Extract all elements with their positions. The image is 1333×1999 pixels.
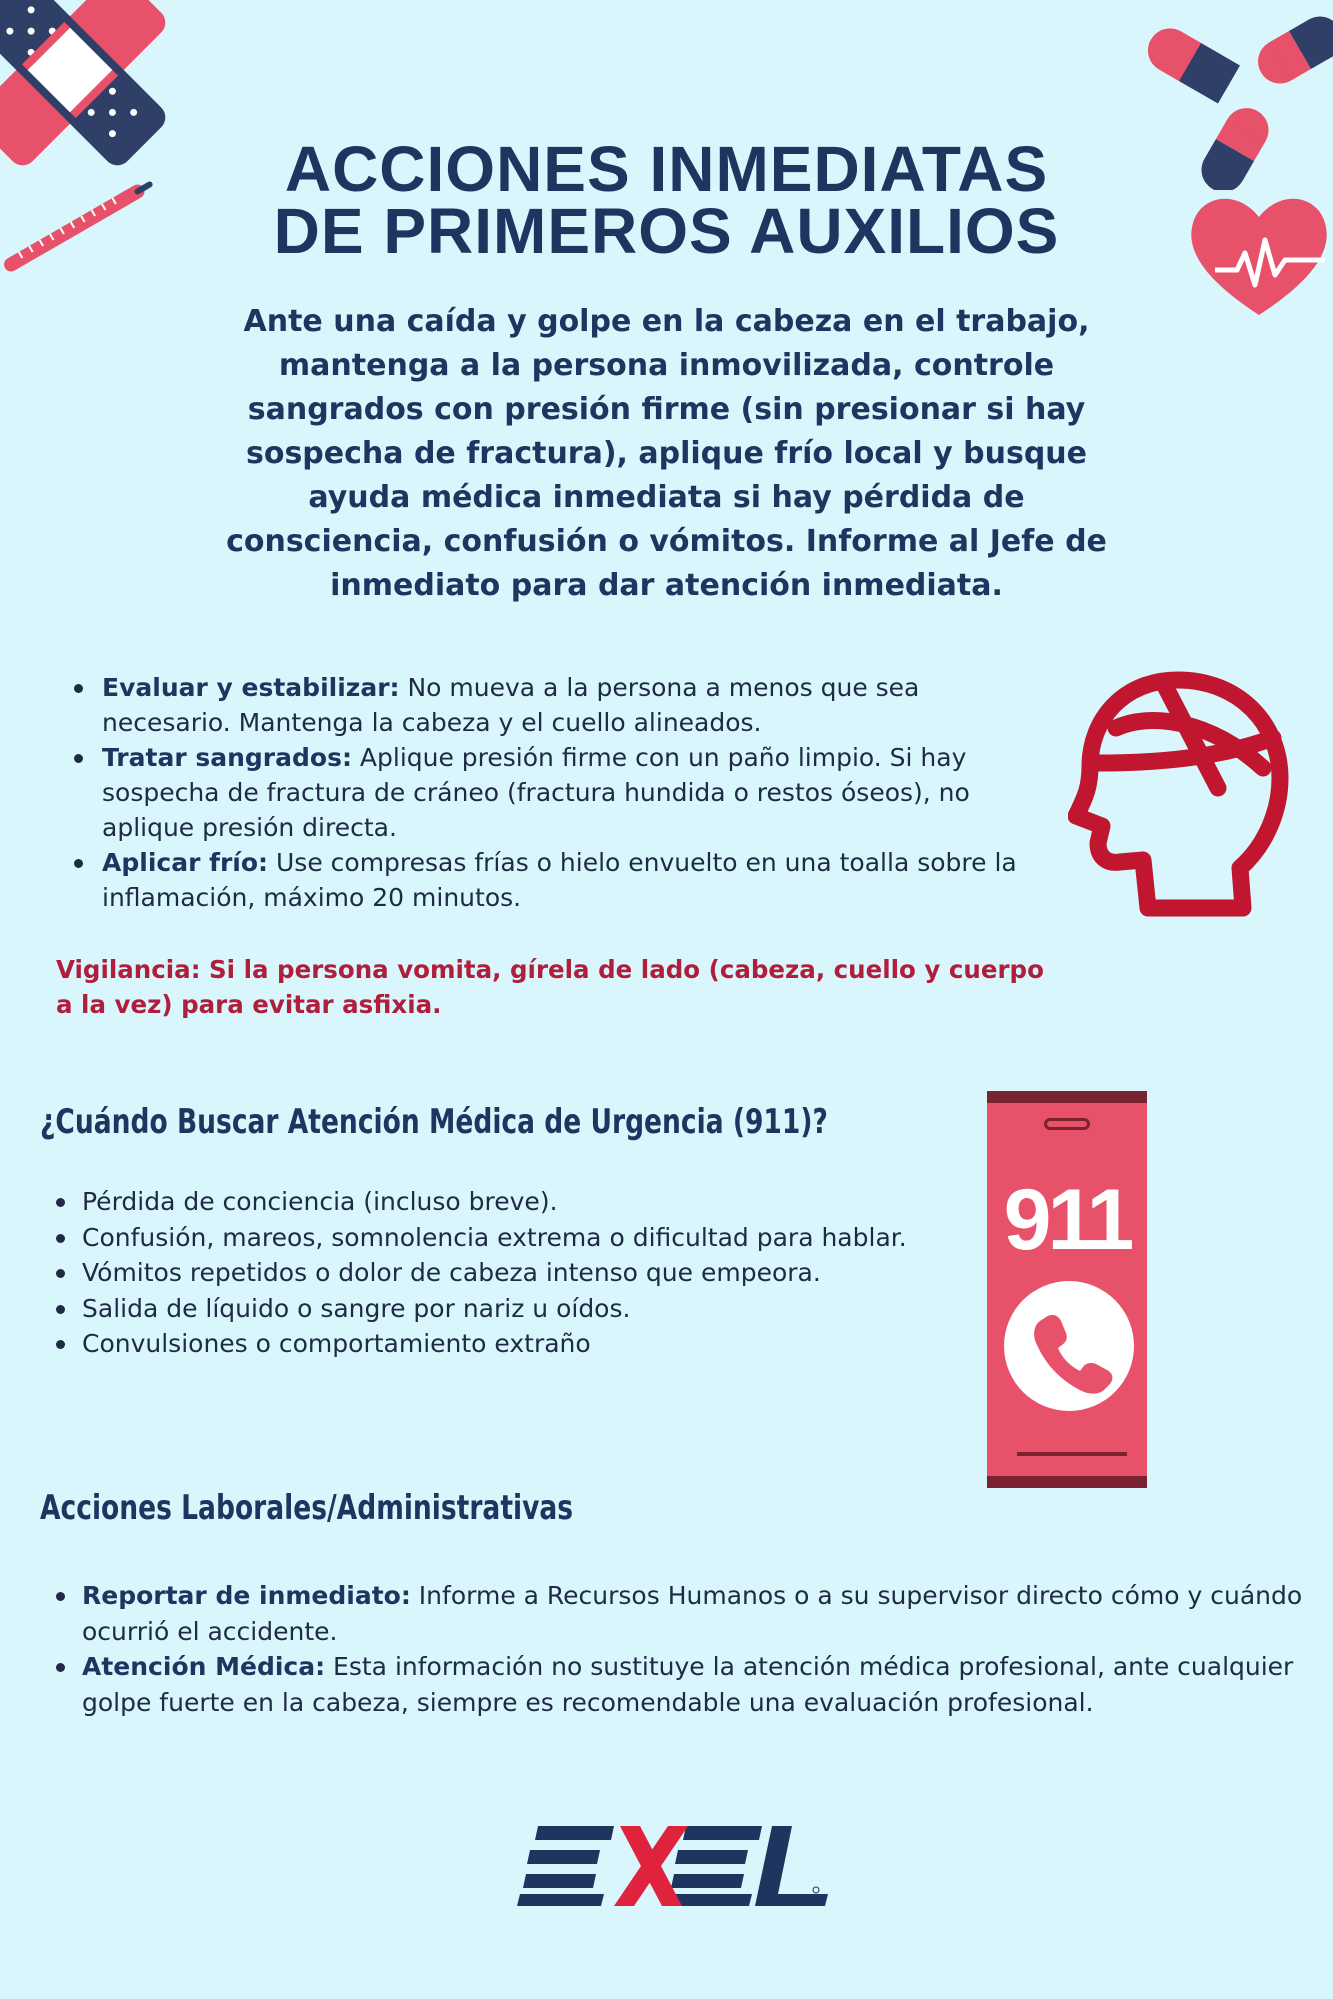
- heartbeat-icon: [1185, 185, 1333, 325]
- thermometer-icon: [0, 180, 170, 280]
- phone-911-icon: [987, 1091, 1147, 1488]
- phone-speaker: [1044, 1118, 1090, 1130]
- emergency-heading: ¿Cuándo Buscar Atención Médica de Urgencia (911)?: [40, 1102, 828, 1142]
- title-line-1: ACCIONES INMEDIATAS: [284, 133, 1049, 205]
- list-item: [70, 845, 1050, 915]
- phone-home-bar: [1017, 1452, 1127, 1456]
- list-item: Confusión, mareos, somnolencia extrema o dificultad para hablar.: [52, 1220, 952, 1256]
- emergency-list: [52, 1184, 952, 1362]
- list-item: [52, 1578, 1322, 1649]
- list-item: [70, 670, 1050, 740]
- item-label: Atención Médica:: [82, 1652, 326, 1681]
- item-text: Use compresas frías o hielo envuelto en una toalla sobre la inflamación, máximo 20 minutos.: [102, 848, 1017, 912]
- item-label: Aplicar frío:: [102, 848, 269, 877]
- item-label: Evaluar y estabilizar:: [102, 673, 400, 702]
- list-item: Vómitos repetidos o dolor de cabeza intenso que empeora.: [52, 1255, 952, 1291]
- vigilance-warning: Vigilancia: Si la persona vomita, gírela de lado (cabeza, cuello y cuerpo a la vez) para evitar asfixia.: [56, 955, 1044, 1019]
- list-item: [52, 1649, 1322, 1720]
- list-item: Salida de líquido o sangre por nariz u oídos.: [52, 1291, 952, 1327]
- first-aid-list: [70, 670, 1050, 915]
- exel-logo: [516, 1822, 832, 1908]
- head-injury-icon: [1068, 668, 1293, 923]
- page-title: [150, 133, 1183, 267]
- list-item: Pérdida de conciencia (incluso breve).: [52, 1184, 952, 1220]
- phone-number: 911: [1003, 1172, 1131, 1268]
- item-text: Informe a Recursos Humanos o a su supervisor directo cómo y cuándo ocurrió el accidente.: [82, 1581, 1303, 1646]
- intro-paragraph: Ante una caída y golpe en la cabeza en el trabajo, mantenga a la persona inmovilizada, controle sangrados con presión firme (sin presionar si hay sospecha de fractura), aplique frío local y busque ayuda médica inmediata si hay pérdida de consciencia, confusión o vómitos. Informe al Jefe de inmediato para dar atención inmediata.: [226, 304, 1107, 603]
- admin-list: [52, 1578, 1322, 1720]
- admin-heading: Acciones Laborales/Administrativas: [40, 1488, 574, 1528]
- item-label: Tratar sangrados:: [102, 743, 352, 772]
- title-line-2: DE PRIMEROS AUXILIOS: [273, 195, 1060, 267]
- list-item: Convulsiones o comportamiento extraño: [52, 1326, 952, 1362]
- item-text: No mueva a la persona a menos que sea necesario. Mantenga la cabeza y el cuello alineados.: [102, 673, 920, 737]
- call-icon: [1004, 1281, 1134, 1411]
- item-text: Esta información no sustituye la atención médica profesional, ante cualquier golpe fuerte en la cabeza, siempre es recomendable una evaluación profesional.: [82, 1652, 1294, 1717]
- item-label: Reportar de inmediato:: [82, 1581, 411, 1610]
- item-text: Aplique presión firme con un paño limpio. Si hay sospecha de fractura de cráneo (fractura hundida o restos óseos), no aplique presión directa.: [102, 743, 970, 842]
- list-item: [70, 740, 1050, 845]
